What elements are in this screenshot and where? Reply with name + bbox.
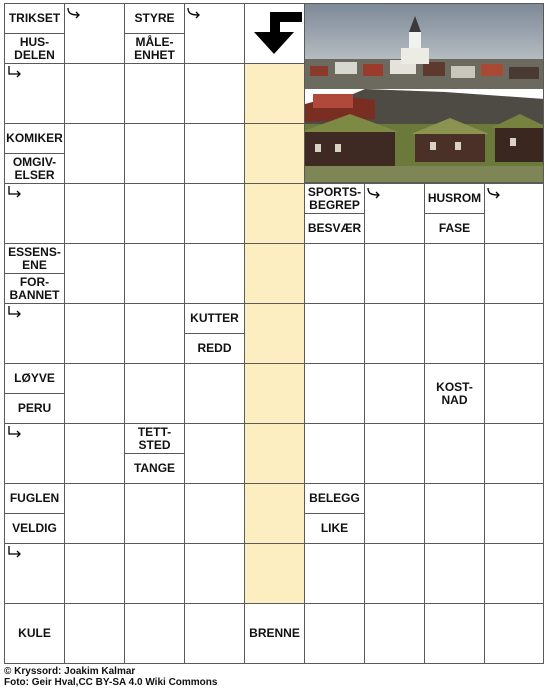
answer-cell[interactable] bbox=[364, 543, 425, 604]
clue-fase: FASE bbox=[424, 213, 485, 244]
answer-cell[interactable] bbox=[484, 423, 544, 484]
answer-cell[interactable] bbox=[124, 63, 185, 124]
answer-cell[interactable] bbox=[424, 423, 485, 484]
answer-cell[interactable] bbox=[64, 243, 125, 304]
solution-cell[interactable] bbox=[244, 123, 305, 184]
clue-redd: REDD bbox=[184, 333, 245, 364]
solution-cell[interactable] bbox=[244, 483, 305, 544]
clue-styre: STYRE bbox=[124, 3, 185, 34]
clue-tange: TANGE bbox=[124, 453, 185, 484]
answer-cell[interactable] bbox=[184, 183, 245, 244]
answer-cell[interactable] bbox=[424, 243, 485, 304]
clue-omgivelser: OMGIV- ELSER bbox=[4, 153, 65, 184]
photo bbox=[304, 3, 544, 183]
hook-arrow-icon bbox=[7, 546, 23, 558]
answer-cell[interactable] bbox=[184, 483, 245, 544]
solution-cell[interactable] bbox=[244, 363, 305, 424]
answer-cell[interactable] bbox=[124, 483, 185, 544]
answer-cell[interactable] bbox=[424, 483, 485, 544]
answer-cell[interactable] bbox=[364, 243, 425, 304]
answer-cell[interactable] bbox=[64, 603, 125, 664]
solution-cell[interactable] bbox=[244, 543, 305, 604]
credit-crossword: © Kryssord: Joakim Kalmar bbox=[4, 666, 136, 677]
clue-kutter: KUTTER bbox=[184, 303, 245, 334]
clue-sportsbegrep: SPORTS- BEGREP bbox=[304, 183, 365, 214]
clue-forbannet: FOR- BANNET bbox=[4, 273, 65, 304]
answer-cell[interactable] bbox=[184, 603, 245, 664]
answer-cell[interactable] bbox=[364, 483, 425, 544]
answer-cell[interactable] bbox=[484, 303, 544, 364]
clue-peru: PERU bbox=[4, 393, 65, 424]
hook-arrow-icon bbox=[7, 186, 23, 198]
clue-besvaer: BESVÆR bbox=[304, 213, 365, 244]
answer-cell[interactable] bbox=[184, 243, 245, 304]
answer-cell[interactable] bbox=[184, 123, 245, 184]
answer-cell[interactable] bbox=[64, 123, 125, 184]
crossword-grid bbox=[4, 3, 544, 663]
answer-cell[interactable] bbox=[304, 303, 365, 364]
clue-husdelen: HUS- DELEN bbox=[4, 33, 65, 64]
clue-veldig: VELDIG bbox=[4, 513, 65, 544]
answer-cell[interactable] bbox=[364, 363, 425, 424]
answer-cell[interactable] bbox=[124, 603, 185, 664]
answer-cell[interactable] bbox=[64, 363, 125, 424]
solution-cell[interactable] bbox=[244, 183, 305, 244]
solution-cell[interactable] bbox=[244, 423, 305, 484]
answer-cell[interactable] bbox=[64, 543, 125, 604]
hook-arrow-icon bbox=[7, 306, 23, 318]
answer-cell[interactable] bbox=[64, 423, 125, 484]
answer-cell[interactable] bbox=[184, 423, 245, 484]
answer-cell[interactable] bbox=[64, 483, 125, 544]
answer-cell[interactable] bbox=[424, 543, 485, 604]
answer-cell[interactable] bbox=[184, 543, 245, 604]
hook-arrow-icon bbox=[186, 7, 202, 19]
answer-cell[interactable] bbox=[304, 543, 365, 604]
clue-trikset: TRIKSET bbox=[4, 3, 65, 34]
credits bbox=[4, 666, 217, 688]
answer-cell[interactable] bbox=[124, 243, 185, 304]
answer-cell[interactable] bbox=[124, 183, 185, 244]
clue-kostnad: KOST- NAD bbox=[424, 363, 485, 424]
hook-arrow-icon bbox=[7, 426, 23, 438]
clue-husrom: HUSROM bbox=[424, 183, 485, 214]
clue-kule: KULE bbox=[4, 603, 65, 664]
clue-like: LIKE bbox=[304, 513, 365, 544]
answer-cell[interactable] bbox=[64, 183, 125, 244]
clue-brenne: BRENNE bbox=[244, 603, 305, 664]
answer-cell[interactable] bbox=[364, 423, 425, 484]
answer-cell[interactable] bbox=[304, 603, 365, 664]
solution-cell[interactable] bbox=[244, 63, 305, 124]
clue-loyve: LØYVE bbox=[4, 363, 65, 394]
answer-cell[interactable] bbox=[64, 63, 125, 124]
clue-essensene: ESSENS- ENE bbox=[4, 243, 65, 274]
answer-cell[interactable] bbox=[184, 363, 245, 424]
answer-cell[interactable] bbox=[484, 603, 544, 664]
clue-belegg: BELEGG bbox=[304, 483, 365, 514]
hook-arrow-icon bbox=[366, 187, 382, 199]
answer-cell[interactable] bbox=[364, 603, 425, 664]
answer-cell[interactable] bbox=[304, 243, 365, 304]
answer-cell[interactable] bbox=[484, 243, 544, 304]
answer-cell[interactable] bbox=[424, 603, 485, 664]
village-photo-icon bbox=[305, 4, 544, 183]
answer-cell[interactable] bbox=[484, 543, 544, 604]
clue-komiker: KOMIKER bbox=[4, 123, 65, 154]
answer-cell[interactable] bbox=[304, 423, 365, 484]
answer-cell[interactable] bbox=[124, 363, 185, 424]
answer-cell[interactable] bbox=[304, 363, 365, 424]
answer-cell[interactable] bbox=[484, 363, 544, 424]
answer-cell[interactable] bbox=[484, 483, 544, 544]
answer-cell[interactable] bbox=[124, 123, 185, 184]
clue-tettsted: TETT- STED bbox=[124, 423, 185, 454]
clue-fuglen: FUGLEN bbox=[4, 483, 65, 514]
answer-cell[interactable] bbox=[184, 63, 245, 124]
hook-arrow-icon bbox=[7, 66, 23, 78]
clue-maleenhet: MÅLE- ENHET bbox=[124, 33, 185, 64]
answer-cell[interactable] bbox=[64, 303, 125, 364]
credit-photo: Foto: Geir Hval,CC BY-SA 4.0 Wiki Commons bbox=[4, 677, 218, 688]
solution-cell[interactable] bbox=[244, 303, 305, 364]
hook-arrow-icon bbox=[66, 7, 82, 19]
answer-cell[interactable] bbox=[124, 543, 185, 604]
answer-cell[interactable] bbox=[124, 303, 185, 364]
answer-cell[interactable] bbox=[424, 303, 485, 364]
solution-cell[interactable] bbox=[244, 243, 305, 304]
answer-cell[interactable] bbox=[364, 303, 425, 364]
bent-down-arrow-icon bbox=[250, 10, 302, 56]
hook-arrow-icon bbox=[486, 187, 502, 199]
